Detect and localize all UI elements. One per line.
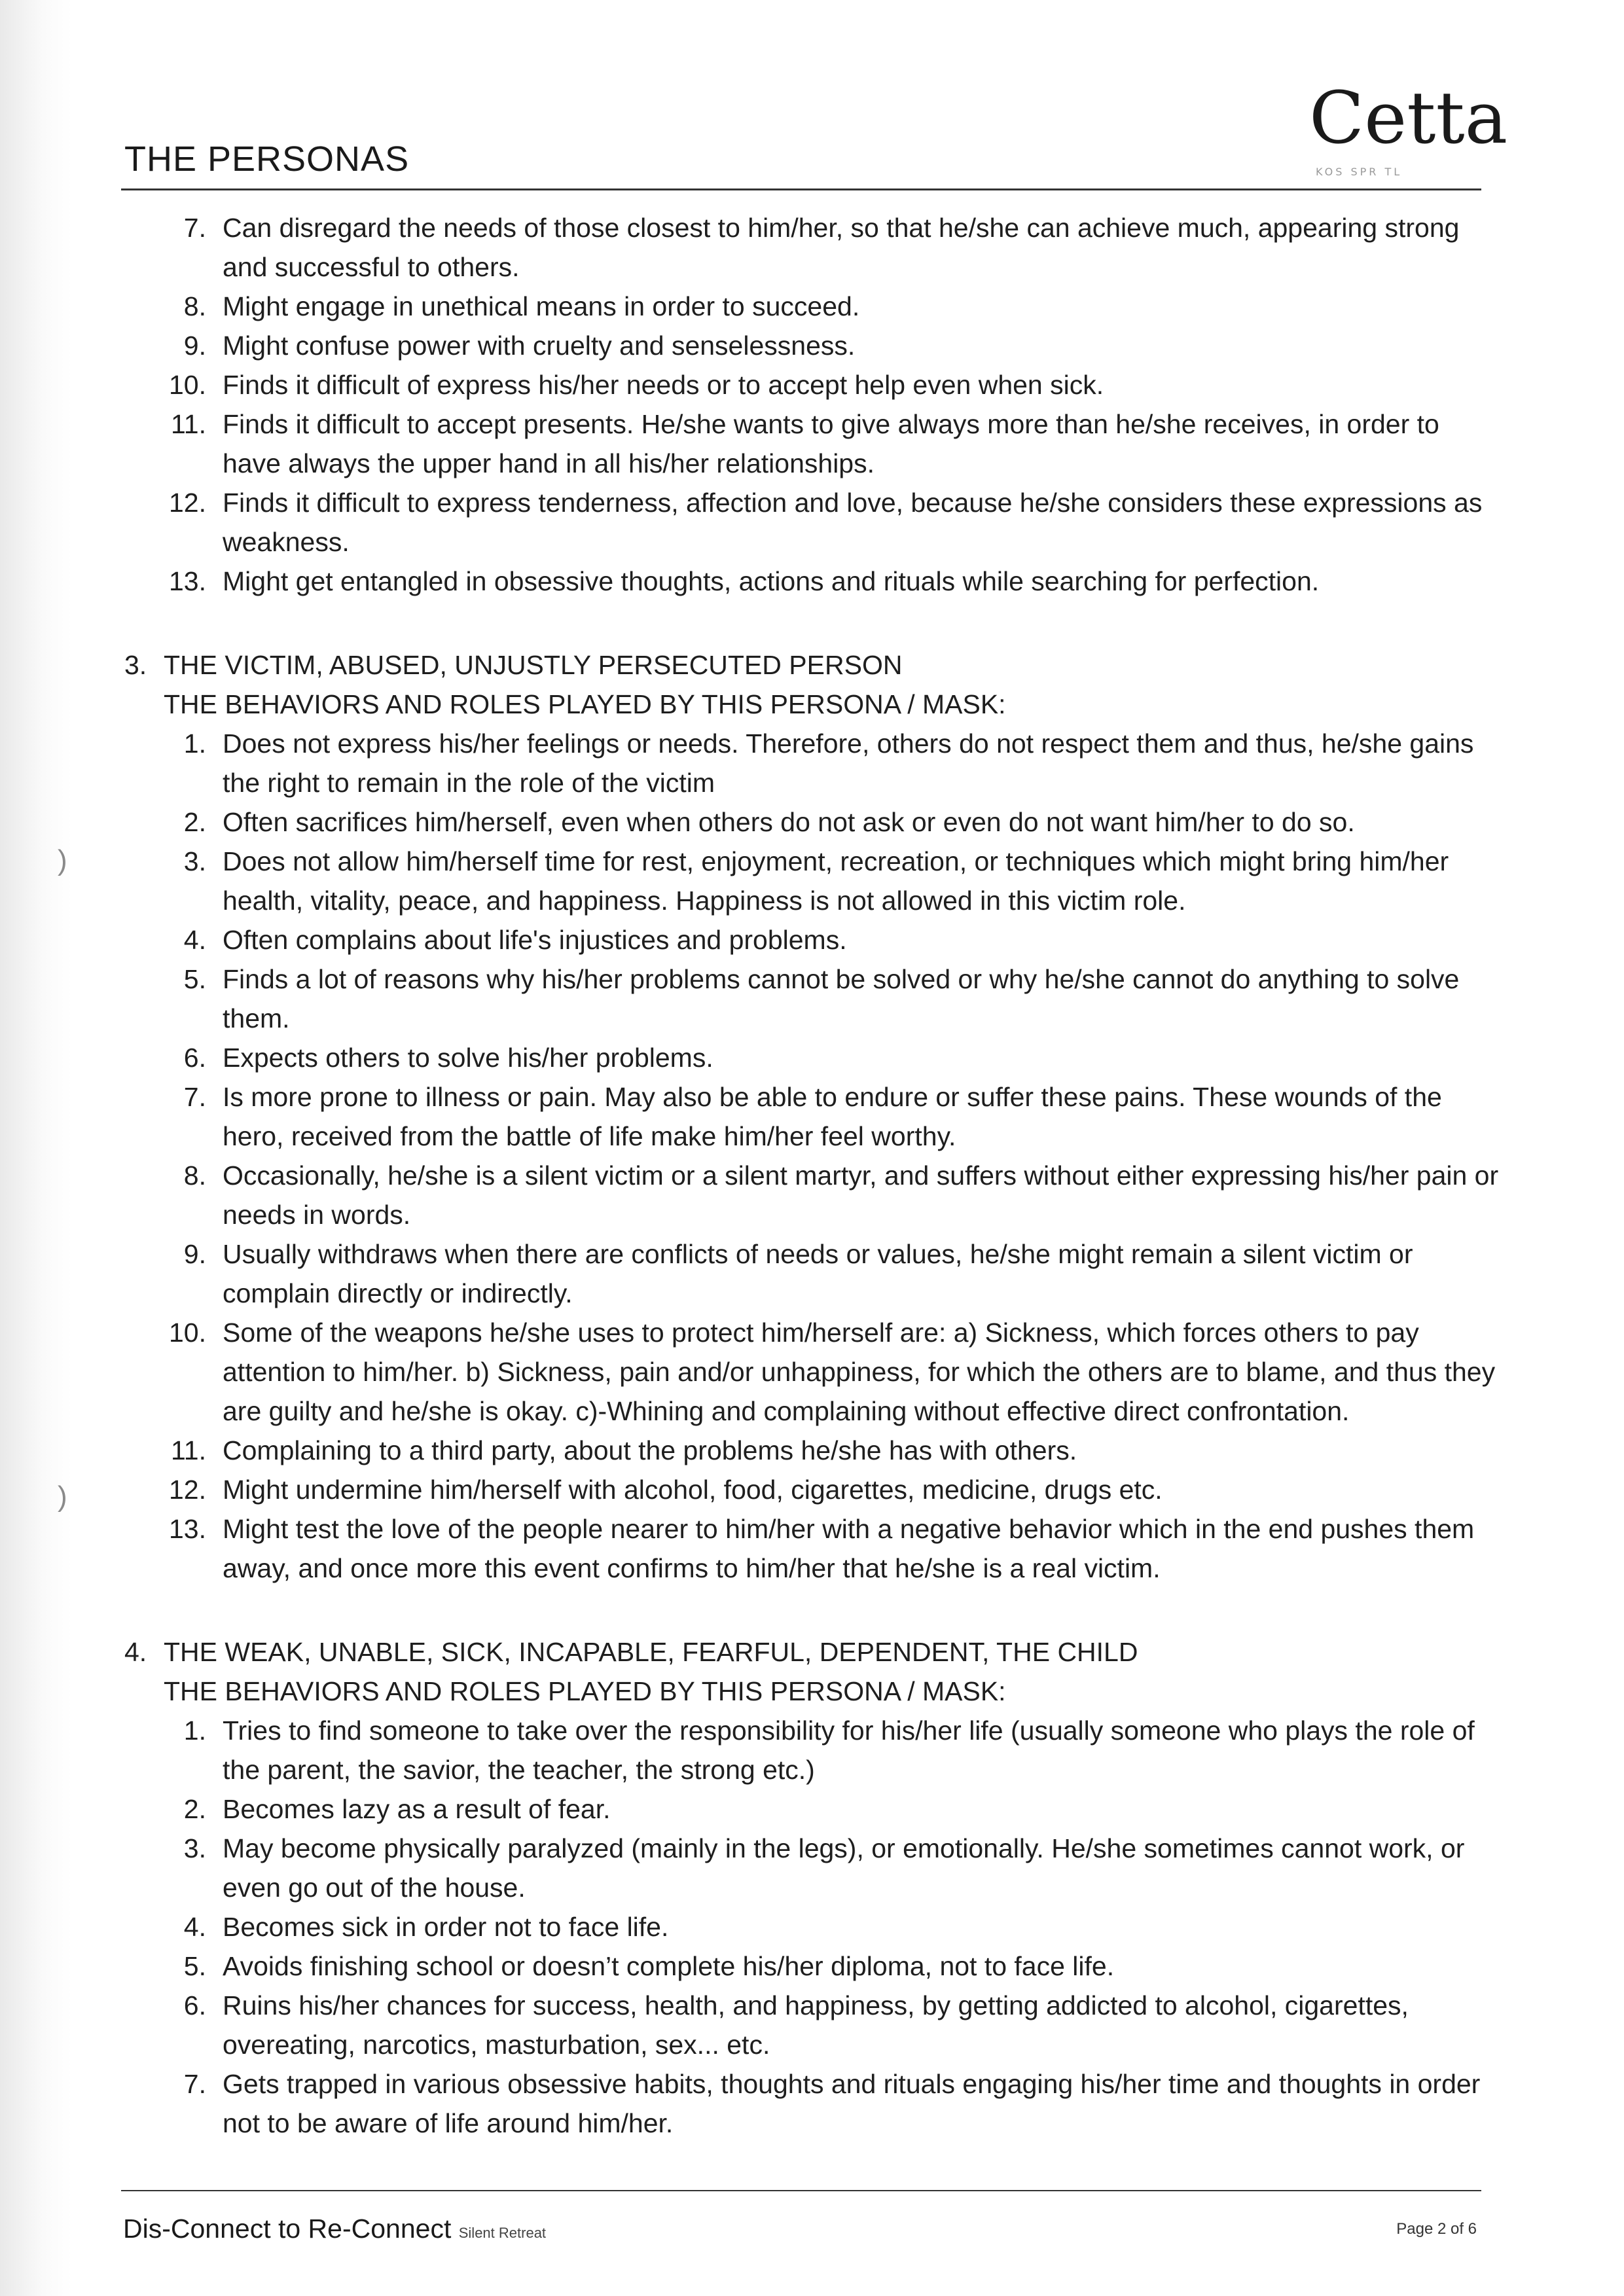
item-text: Might test the love of the people nearer to him/her with a negative behavior which in the end pushes them away, and once more this event confirms to him/her that he/she is a real victim. <box>223 1514 1475 1583</box>
list-item <box>124 404 1499 483</box>
item-number: 10. <box>169 370 206 400</box>
page-title: THE PERSONAS <box>124 139 410 179</box>
item-text: Complaining to a third party, about the problems he/she has with others. <box>223 1435 1077 1465</box>
list-item <box>124 326 1499 365</box>
item-text: Ruins his/her chances for success, health, and happiness, by getting addicted to alcohol, cigarettes, overeating, narcotics, masturbation, sex... etc. <box>223 1990 1409 2060</box>
item-number: 7. <box>183 1082 206 1112</box>
item-number: 13. <box>169 1514 206 1544</box>
item-number: 9. <box>183 1239 206 1269</box>
item-number: 12. <box>169 488 206 518</box>
list-item <box>124 842 1499 920</box>
item-number: 13. <box>169 566 206 596</box>
item-text: Finds it difficult of express his/her needs or to accept help even when sick. <box>223 370 1104 400</box>
list-item <box>124 1038 1499 1077</box>
item-text: Does not allow him/herself time for rest, enjoyment, recreation, or techniques which might bring him/her health, vitality, peace, and happiness. Happiness is not allowed in this victim role. <box>223 846 1449 916</box>
item-text: Often sacrifices him/herself, even when others do not ask or even do not want him/her to do so. <box>223 807 1355 837</box>
section-subheading: THE BEHAVIORS AND ROLES PLAYED BY THIS PERSONA / MASK: <box>164 689 1006 719</box>
list-item <box>124 1077 1499 1156</box>
section-heading <box>124 1632 1499 1672</box>
list-item <box>124 562 1499 601</box>
footer-subtitle: Silent Retreat <box>458 2225 547 2241</box>
item-text: Finds a lot of reasons why his/her problems cannot be solved or why he/she cannot do anything to solve them. <box>223 964 1460 1033</box>
list-item <box>124 483 1499 562</box>
list-item <box>124 1156 1499 1234</box>
item-text: May become physically paralyzed (mainly in the legs), or emotionally. He/she sometimes cannot work, or even go out of the house. <box>223 1833 1465 1903</box>
list-item <box>124 1789 1499 1829</box>
item-number: 4. <box>183 925 206 955</box>
item-text: Might confuse power with cruelty and senselessness. <box>223 331 856 361</box>
item-number: 7. <box>183 2069 206 2099</box>
item-text: Some of the weapons he/she uses to protect him/herself are: a) Sickness, which forces others to pay attention to him/her. b) Sickness, pain and/or unhappiness, for which the others are to blame, and thus they are guilty and he/she is okay. c)-Whining and complaining without effective direct confrontation. <box>223 1318 1496 1426</box>
footer-divider <box>121 2190 1481 2191</box>
section-number: 3. <box>124 650 147 680</box>
item-text: Occasionally, he/she is a silent victim or a silent martyr, and suffers without either expressing his/her pain or needs in words. <box>223 1160 1499 1230</box>
list-item <box>124 1313 1499 1431</box>
item-number: 8. <box>183 1160 206 1191</box>
item-text: Finds it difficult to express tenderness, affection and love, because he/she considers these expressions as weakness. <box>223 488 1483 557</box>
item-number: 11. <box>171 409 206 439</box>
logo-subtext: KOS SPR TL <box>1316 166 1403 178</box>
list-item <box>124 1829 1499 1907</box>
scan-edge-shadow <box>0 0 72 2296</box>
list-item <box>124 1907 1499 1946</box>
list-item <box>124 208 1499 287</box>
item-text: Tries to find someone to take over the responsibility for his/her life (usually someone who plays the role of the parent, the savior, the teacher, the strong etc.) <box>223 1715 1475 1785</box>
item-text: Does not express his/her feelings or needs. Therefore, others do not respect them and thus, he/she gains the right to remain in the role of the victim <box>223 728 1474 798</box>
item-number: 2. <box>183 807 206 837</box>
list-item <box>124 1986 1499 2064</box>
item-text: Becomes sick in order not to face life. <box>223 1912 669 1942</box>
item-number: 3. <box>183 1833 206 1863</box>
item-text: Often complains about life's injustices and problems. <box>223 925 847 955</box>
item-text: Might engage in unethical means in order to succeed. <box>223 291 860 321</box>
margin-mark: ) <box>58 844 67 876</box>
section-title: THE WEAK, UNABLE, SICK, INCAPABLE, FEARFUL, DEPENDENT, THE CHILD <box>164 1637 1138 1667</box>
item-text: Becomes lazy as a result of fear. <box>223 1794 611 1824</box>
item-text: Is more prone to illness or pain. May also be able to endure or suffer these pains. These wounds of the hero, received from the battle of life make him/her feel worthy. <box>223 1082 1442 1151</box>
list-item <box>124 365 1499 404</box>
header-divider <box>121 188 1481 190</box>
list-item <box>124 1470 1499 1509</box>
section-subheading: THE BEHAVIORS AND ROLES PLAYED BY THIS PERSONA / MASK: <box>164 1676 1006 1706</box>
section-title: THE VICTIM, ABUSED, UNJUSTLY PERSECUTED PERSON <box>164 650 903 680</box>
item-number: 12. <box>169 1475 206 1505</box>
item-number: 1. <box>183 728 206 759</box>
item-text: Gets trapped in various obsessive habits, thoughts and rituals engaging his/her time and thoughts in order not to be aware of life around him/her. <box>223 2069 1481 2138</box>
item-text: Might undermine him/herself with alcohol, food, cigarettes, medicine, drugs etc. <box>223 1475 1163 1505</box>
item-number: 6. <box>183 1043 206 1073</box>
continued-list <box>124 208 1499 601</box>
list-item <box>124 724 1499 802</box>
item-number: 1. <box>183 1715 206 1746</box>
footer-program-name: Dis-Connect to Re-Connect <box>123 2214 452 2244</box>
item-number: 5. <box>183 1951 206 1981</box>
item-number: 5. <box>183 964 206 994</box>
item-text: Usually withdraws when there are conflicts of needs or values, he/she might remain a silent victim or complain directly or indirectly. <box>223 1239 1413 1308</box>
list-item <box>124 920 1499 960</box>
list-item <box>124 1431 1499 1470</box>
list-item <box>124 1711 1499 1789</box>
logo-wordmark: Cetta <box>1309 76 1508 160</box>
footer-title <box>123 2214 546 2244</box>
item-text: Might get entangled in obsessive thoughts, actions and rituals while searching for perfection. <box>223 566 1320 596</box>
margin-mark: ) <box>58 1480 67 1513</box>
section-number: 4. <box>124 1637 147 1667</box>
list-item <box>124 1234 1499 1313</box>
item-text: Finds it difficult to accept presents. He/she wants to give always more than he/she receives, in order to have always the upper hand in all his/her relationships. <box>223 409 1439 478</box>
item-number: 2. <box>183 1794 206 1824</box>
cetta-logo <box>1309 76 1508 187</box>
item-number: 4. <box>183 1912 206 1942</box>
item-text: Can disregard the needs of those closest to him/her, so that he/she can achieve much, appearing strong and successful to others. <box>223 213 1460 282</box>
list-item <box>124 960 1499 1038</box>
item-text: Expects others to solve his/her problems. <box>223 1043 713 1073</box>
document-body <box>124 208 1499 2143</box>
item-text: Avoids finishing school or doesn’t complete his/her diploma, not to face life. <box>223 1951 1115 1981</box>
list-item <box>124 287 1499 326</box>
list-item <box>124 1509 1499 1588</box>
behavior-list <box>124 1711 1499 2143</box>
section-victim <box>124 645 1499 1588</box>
item-number: 7. <box>183 213 206 243</box>
item-number: 11. <box>171 1435 206 1465</box>
section-heading <box>124 645 1499 685</box>
list-item <box>124 2064 1499 2143</box>
item-number: 8. <box>183 291 206 321</box>
page-number: Page 2 of 6 <box>1396 2220 1477 2238</box>
behavior-list <box>124 724 1499 1588</box>
section-weak-child <box>124 1632 1499 2143</box>
item-number: 9. <box>183 331 206 361</box>
list-item <box>124 802 1499 842</box>
item-number: 3. <box>183 846 206 876</box>
item-number: 6. <box>183 1990 206 2020</box>
list-item <box>124 1946 1499 1986</box>
item-number: 10. <box>169 1318 206 1348</box>
